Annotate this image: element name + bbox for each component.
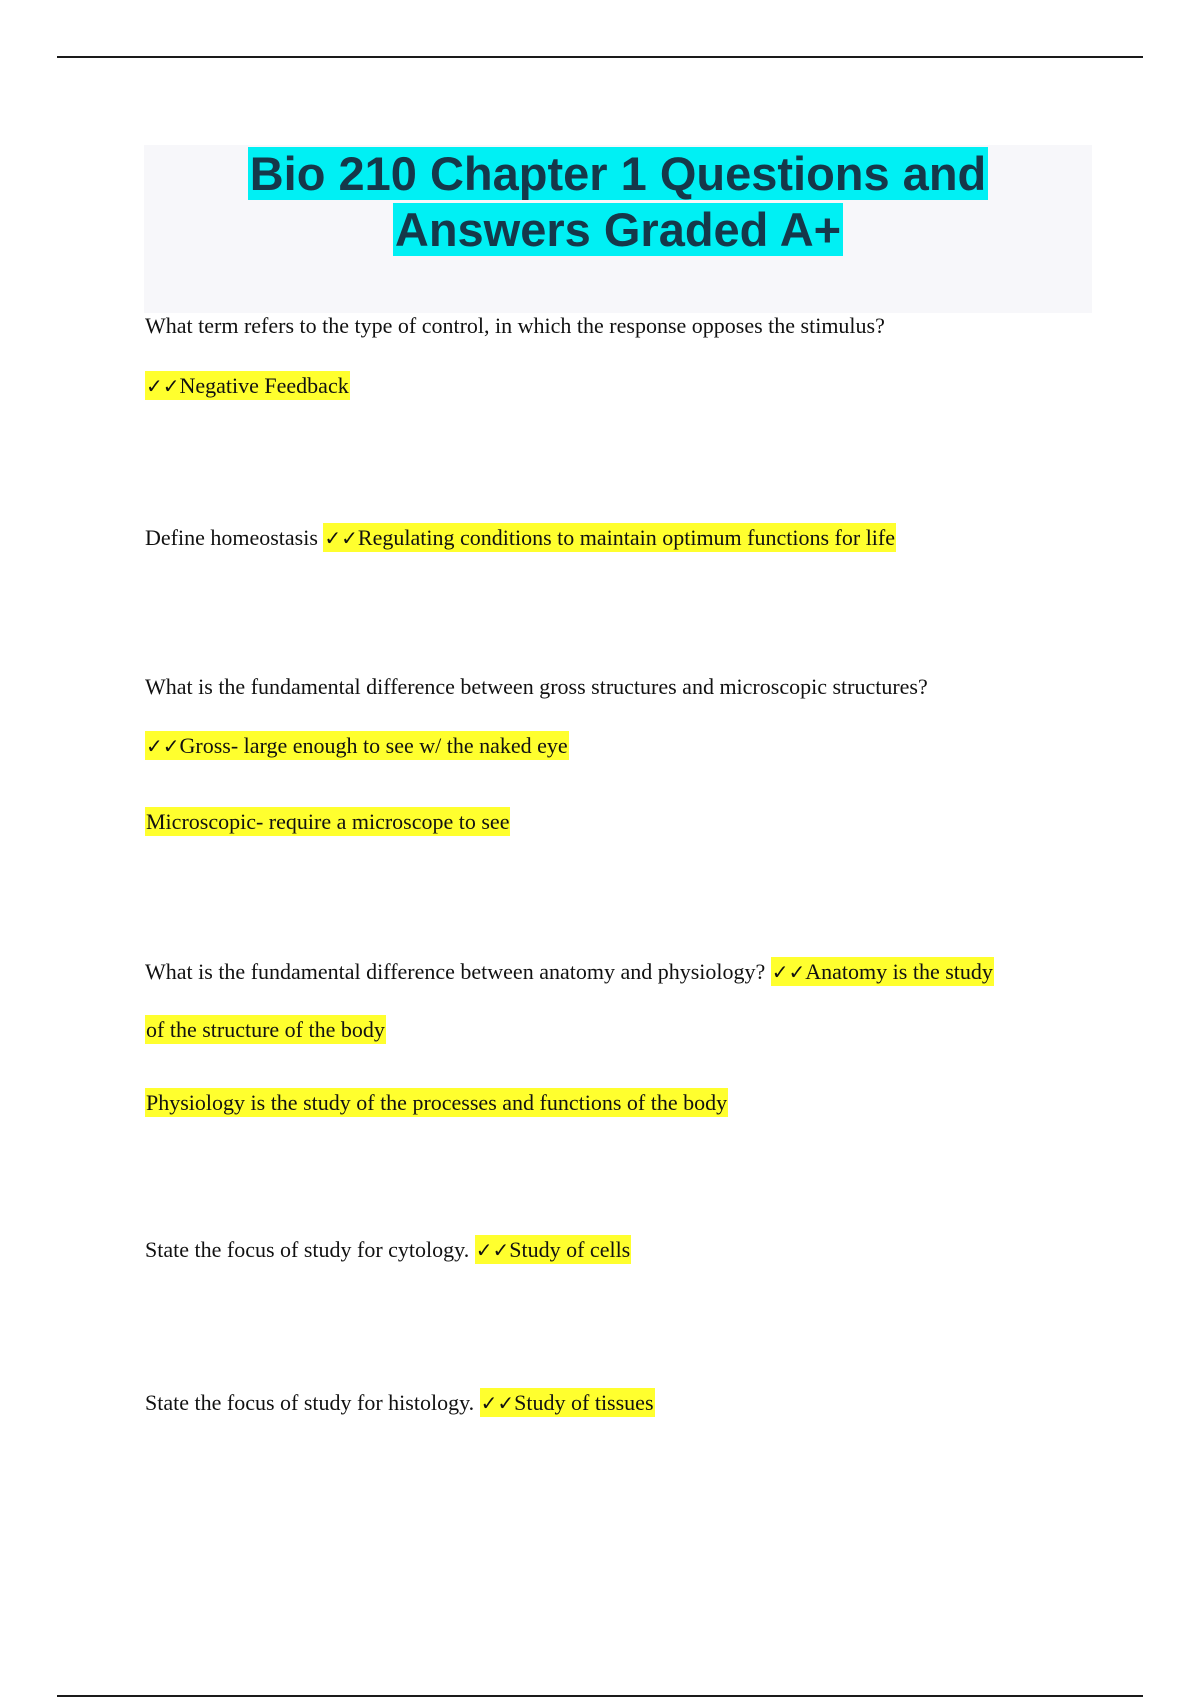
- qa-2-line: [145, 521, 896, 555]
- answer-6: [480, 1388, 655, 1417]
- answer-1-text: Negative Feedback: [179, 373, 349, 398]
- qa-6-line: [145, 1386, 655, 1420]
- answer-2-text: Regulating conditions to maintain optimum functions for life: [357, 525, 896, 550]
- title-block: [144, 145, 1092, 313]
- question-1: What term refers to the type of control, in which the response opposes the stimulus?: [145, 313, 885, 338]
- answer-4a-text: Anatomy is the study: [805, 959, 993, 984]
- answer-4b-text: of the structure of the body: [146, 1017, 385, 1042]
- question-5: State the focus of study for cytology.: [145, 1237, 470, 1262]
- title-line-1: [144, 145, 1092, 202]
- check-mark-icon: ✓✓: [771, 960, 806, 984]
- qa-5-line: [145, 1233, 631, 1267]
- answer-3a: [145, 731, 569, 760]
- check-mark-icon: ✓✓: [324, 526, 358, 550]
- question-4: What is the fundamental difference between anatomy and physiology?: [145, 959, 766, 984]
- answer-1: [145, 371, 350, 400]
- answer-4c-text: Physiology is the study of the processes and functions of the body: [146, 1090, 728, 1115]
- check-mark-icon: ✓✓: [480, 1391, 515, 1415]
- title-line-2: [144, 202, 1092, 258]
- answer-4-line-2: [145, 1013, 386, 1047]
- answer-4-line-3: [145, 1086, 728, 1120]
- check-mark-icon: ✓✓: [146, 734, 180, 758]
- qa-4-line: [145, 955, 994, 989]
- answer-5: [475, 1235, 632, 1264]
- check-mark-icon: ✓✓: [146, 374, 180, 398]
- question-3: What is the fundamental difference between gross structures and microscopic structures?: [145, 674, 928, 699]
- question-2: Define homeostasis: [145, 525, 318, 550]
- answer-2: [323, 523, 896, 552]
- answer-3-line-1: [145, 729, 569, 763]
- answer-3b-text: Microscopic- require a microscope to see: [146, 809, 510, 834]
- answer-6-text: Study of tissues: [514, 1390, 654, 1415]
- answer-5-text: Study of cells: [509, 1237, 631, 1262]
- answer-3a-text: Gross- large enough to see w/ the naked eye: [179, 733, 568, 758]
- answer-4a: [771, 957, 994, 986]
- question-6: State the focus of study for histology.: [145, 1390, 475, 1415]
- document-title-part-1: Bio 210 Chapter 1 Questions and: [249, 147, 987, 200]
- answer-3-line-2: [145, 805, 510, 839]
- document-title-part-2: Answers Graded A+: [394, 203, 842, 256]
- check-mark-icon: ✓✓: [475, 1238, 510, 1262]
- top-rule: [57, 56, 1143, 58]
- bottom-rule: [57, 1695, 1143, 1697]
- answer-1-line: [145, 369, 350, 403]
